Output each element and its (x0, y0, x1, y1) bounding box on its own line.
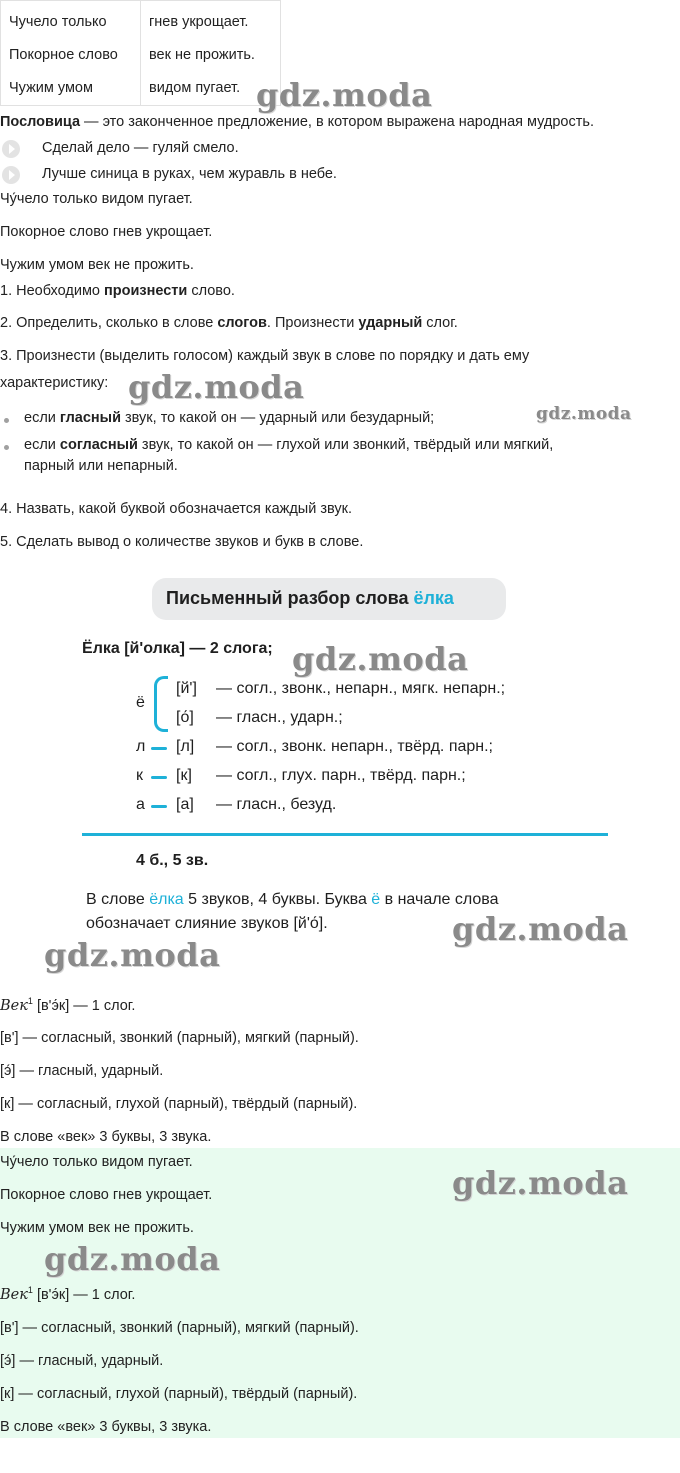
step-3-cont: характеристику: (0, 375, 109, 391)
step-3: 3. Произнести (выделить голосом) каждый звук в слове по порядку и дать ему (0, 348, 530, 364)
table-cell: гнев укрощает. (149, 14, 249, 30)
step-1: 1. Необходимо произнести слово. (0, 283, 235, 299)
table-cell: видом пугает. (149, 80, 241, 96)
row-sound: [а] (176, 796, 194, 813)
step-2: 2. Определить, сколько в слове слогов. Произнести ударный слог. (0, 315, 458, 331)
watermark: gdz.moda (536, 404, 632, 424)
answer-analysis-summary: В слове «век» 3 буквы, 3 звука. (0, 1419, 212, 1435)
watermark: gdz.moda (44, 1240, 221, 1278)
example-2: Лучше синица в руках, чем журавль в небе. (42, 166, 337, 182)
word-header: Ёлка [й'олка] — 2 слога; (82, 640, 273, 657)
step-4: 4. Назвать, какой буквой обозначается каждый звук. (0, 501, 352, 517)
definition (0, 114, 594, 130)
audio-play-icon[interactable] (2, 166, 20, 184)
row-letter: к (136, 767, 143, 784)
row-sound: [й'] (176, 680, 197, 697)
audio-play-icon[interactable] (2, 140, 20, 158)
answer-proverb-2: Покорное слово гнев укрощает. (0, 1187, 213, 1203)
definition-term: Пословица (0, 114, 81, 130)
dash-icon (151, 776, 167, 779)
analysis-line: [в'] — согласный, звонкий (парный), мягкий (парный). (0, 1030, 359, 1046)
row-desc: — согл., звонк., непарн., мягк. непарн.; (216, 680, 506, 697)
divider (82, 833, 608, 836)
written-analysis-title: Письменный разбор слова ёлка (166, 588, 454, 608)
analysis-line: [э́] — гласный, ударный. (0, 1063, 164, 1079)
answer-proverb-3: Чужим умом век не прожить. (0, 1220, 194, 1236)
watermark: gdz.moda (44, 936, 221, 974)
table-divider (140, 1, 141, 105)
conclusion-cont: обозначает слияние звуков [й'о́]. (86, 915, 328, 932)
row-sound: [о́] (176, 709, 194, 726)
conclusion: В слове ёлка 5 звуков, 4 буквы. Буква ё в начале слова (86, 891, 499, 908)
table-cell: Чужим умом (9, 80, 93, 96)
analysis-line: [к] — согласный, глухой (парный), твёрдый (парный). (0, 1096, 358, 1112)
watermark: gdz.moda (452, 1164, 629, 1202)
watermark: gdz.moda (292, 640, 469, 678)
analysis-summary: В слове «век» 3 буквы, 3 звука. (0, 1129, 212, 1145)
watermark: gdz.moda (256, 76, 433, 114)
answer-analysis-line: [э́] — гласный, ударный. (0, 1353, 164, 1369)
answer-analysis-line: [к] — согласный, глухой (парный), твёрдый (парный). (0, 1386, 358, 1402)
row-sound: [л] (176, 738, 195, 755)
table-cell: Покорное слово (9, 47, 118, 63)
proverb-parts-table (0, 0, 281, 106)
row-sound: [к] (176, 767, 192, 784)
bullet-vowel: если гласный звук, то какой он — ударный или безударный; (24, 410, 435, 426)
brace-icon (154, 676, 168, 732)
bullet-icon (4, 418, 9, 423)
watermark: gdz.moda (128, 368, 305, 406)
proverb-2: Покорное слово гнев укрощает. (0, 224, 213, 240)
analysis-header: Век$^1$ [в'э́к] — 1 слог. (0, 996, 136, 1014)
definition-text: — это законченное предложение, в котором выражена народная мудрость. (80, 114, 594, 130)
bullet-consonant: если согласный звук, то какой он — глухой или звонкий, твёрдый или мягкий, (24, 437, 554, 453)
row-desc: — согл., глух. парн., твёрд. парн.; (216, 767, 466, 784)
row-letter: л (136, 738, 146, 755)
bullet-icon (4, 445, 9, 450)
row-desc: — гласн., безуд. (216, 796, 337, 813)
answer-proverb-1: Чу́чело только видом пугает. (0, 1154, 193, 1170)
example-1: Сделай дело — гуляй смело. (42, 140, 239, 156)
total-count: 4 б., 5 зв. (136, 852, 209, 869)
table-cell: Чучело только (9, 14, 107, 30)
row-letter: а (136, 796, 145, 813)
dash-icon (151, 805, 167, 808)
bullet-consonant-cont: парный или непарный. (24, 458, 178, 474)
table-cell: век не прожить. (149, 47, 255, 63)
step-5: 5. Сделать вывод о количестве звуков и букв в слове. (0, 534, 364, 550)
row-letter: ё (136, 694, 145, 711)
proverb-3: Чужим умом век не прожить. (0, 257, 194, 273)
row-desc: — гласн., ударн.; (216, 709, 343, 726)
row-desc: — согл., звонк. непарн., твёрд. парн.; (216, 738, 493, 755)
proverb-1: Чу́чело только видом пугает. (0, 191, 193, 207)
answer-analysis-line: [в'] — согласный, звонкий (парный), мягкий (парный). (0, 1320, 359, 1336)
dash-icon (151, 747, 167, 750)
watermark: gdz.moda (452, 910, 629, 948)
answer-analysis-header: Век$^1$ [в'э́к] — 1 слог. (0, 1285, 136, 1303)
